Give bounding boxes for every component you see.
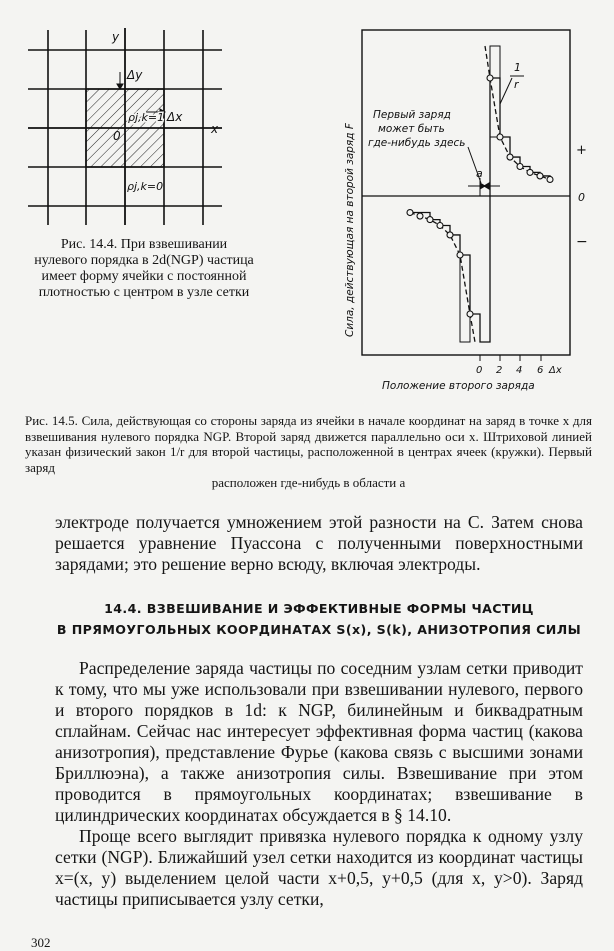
- curve-label-denominator: r: [514, 78, 519, 91]
- delta-y-label: Δy: [127, 68, 143, 82]
- x-axis-label: x: [211, 122, 219, 136]
- paragraph-weighting: Распределение заряда частицы по соседним узлам сетки приводит к тому, что мы уже использовали при взвешивании нулевого, первого и второго порядков в 1d: к NGP, билинейным и биквадратным сплайнам. Сейчас нас интересует эффективная форма частиц (какова анизотропия), представление Фурье (какова связь с высшими зонами Бриллюэна), а также анизотропия силы. Взвешивание при этом проводится в прямоугольных координатах; взвешивание в цилиндрических координатах обсуждается в § 14.10.: [55, 658, 583, 825]
- curve-label-numerator: 1: [514, 61, 521, 74]
- cell-center-marker: [427, 217, 433, 223]
- cell-center-marker: [547, 176, 553, 182]
- page-number: 302: [31, 935, 51, 950]
- section-heading-line1: 14.4. ВЗВЕШИВАНИЕ И ЭФФЕКТИВНЫЕ ФОРМЫ ЧАСТИЦ: [104, 601, 534, 616]
- figure-14-5-caption-body: Рис. 14.5. Сила, действующая со стороны заряда из ячейки в начале координат на заряд в точке x для взвешивания нулевого порядка NGP. Второй заряд движется параллельно оси x. Штриховой линией указан физический закон 1/r для второй частицы, расположенной в центрах ячеек (кружки). Первый заряд: [25, 413, 592, 475]
- plus-sign: +: [576, 143, 587, 158]
- one-over-r-curve-negative: [410, 213, 475, 342]
- tick-label-dx: Δx: [549, 365, 562, 376]
- figure-14-5-caption-last: расположен где-нибудь в области a: [211, 475, 406, 490]
- cell-center-marker: [497, 134, 503, 140]
- zero-label: 0: [578, 191, 585, 204]
- cell-center-marker: [447, 232, 453, 238]
- figure-14-4-grid: [25, 20, 250, 230]
- paragraph-ngp: Проще всего выглядит привязка нулевого порядка к одному узлу сетки (NGP). Ближайший узел сетки находится из координат частицы x=(x, y) выделением целой части x+0,5, y+0,5 (для x, y>0). Заряд частицы приписывается узлу сетки,: [55, 826, 583, 909]
- tick-label-0: 0: [476, 365, 483, 376]
- y-axis-title: Сила, действующая на второй заряд F: [344, 123, 356, 337]
- tick-label-6: 6: [537, 365, 544, 376]
- cell-center-marker: [467, 311, 473, 317]
- cell-center-marker: [437, 223, 443, 229]
- cell-center-marker: [527, 169, 533, 175]
- density-zero-label: ρj,k=0: [127, 180, 164, 193]
- section-heading-line2: В ПРЯМОУГОЛЬНЫХ КООРДИНАТАХ S(x), S(k), АНИЗОТРОПИЯ СИЛЫ: [56, 622, 582, 637]
- gap-label: a: [476, 167, 483, 180]
- negative-spike-box: [460, 255, 470, 342]
- figure-14-5-chart: [330, 20, 600, 395]
- gap-a-marker: [468, 178, 500, 196]
- paragraph-continuation: электроде получается умножением этой разности на C. Затем снова решается уравнение Пуассона с полученными поверхностными зарядами; это решение верно всюду, включая электроды.: [55, 512, 583, 574]
- origin-label: 0: [113, 129, 121, 143]
- annotation-text: Первый заряд может быть где-нибудь здесь: [368, 109, 466, 149]
- positive-spike-box: [490, 46, 500, 137]
- tick-label-4: 4: [516, 365, 523, 376]
- minus-sign: −: [576, 234, 588, 250]
- cell-center-marker: [537, 173, 543, 179]
- figure-14-5-caption: [25, 413, 592, 491]
- cell-center-marker: [407, 210, 413, 216]
- cell-center-marker: [487, 75, 493, 81]
- cell-center-marker: [457, 252, 463, 258]
- y-axis-label: y: [112, 30, 120, 44]
- density-one-label: ρj,k=1: [128, 111, 165, 124]
- tick-label-2: 2: [496, 365, 503, 376]
- cell-center-marker: [417, 213, 423, 219]
- cell-center-marker: [507, 154, 513, 160]
- x-ticks: [480, 355, 541, 361]
- figure-14-4-caption: Рис. 14.4. При взвешивании нулевого порядка в 2d(NGP) частица имеет форму ячейки с постоянной плотностью с центром в узле сетки: [34, 237, 254, 300]
- plot-frame: [362, 30, 570, 355]
- cell-center-marker: [517, 164, 523, 170]
- section-heading: [55, 598, 583, 640]
- x-axis-title: Положение второго заряда: [382, 380, 535, 392]
- delta-x-label: Δx: [167, 110, 183, 124]
